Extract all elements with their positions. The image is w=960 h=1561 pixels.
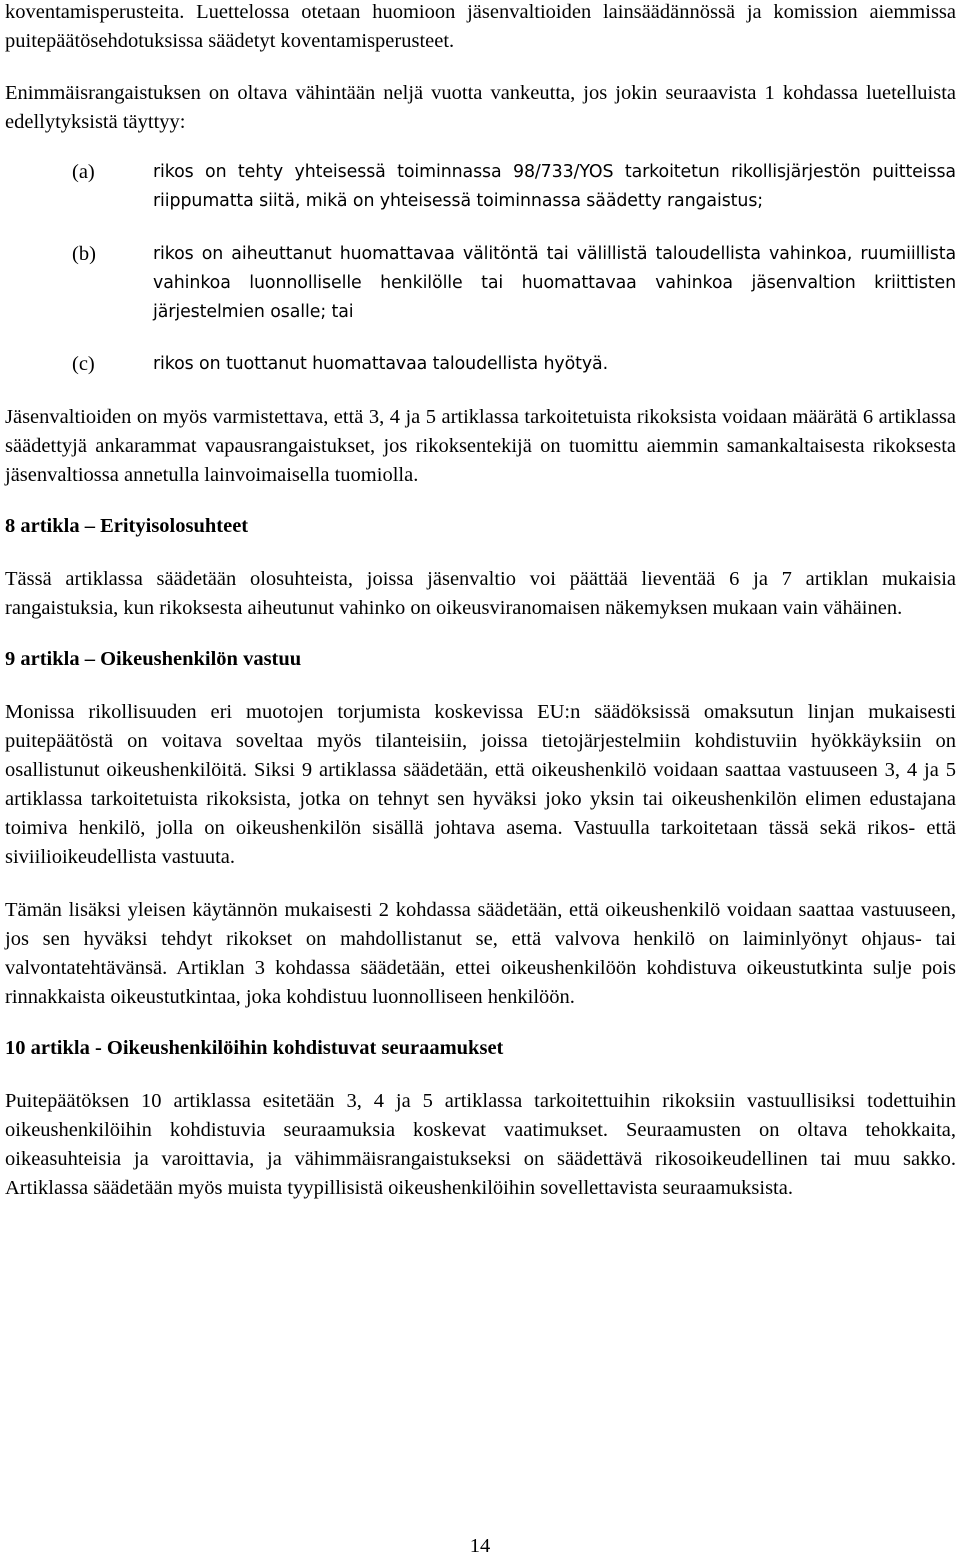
- list-item-text: rikos on aiheuttanut huomattavaa välitöntä tai välillistä taloudellista vahinkoa, ruumiillista vahinkoa luonnolliselle henkilölle tai huomattavaa vahinkoa jäsenvaltion kriittisten järjestelmien osalle; tai: [153, 244, 956, 322]
- list-marker: (c): [72, 353, 95, 375]
- article-9-paragraph-2: Tämän lisäksi yleisen käytännön mukaisesti 2 kohdassa säädetään, että oikeushenkilö voidaan saattaa vastuuseen, jos sen hyväksi tehdyt rikokset on mahdollistanut se, että valvova henkilö on laiminlyönyt ohjaus- tai valvontatehtävänsä. Artiklan 3 kohdassa säädetään, ettei oikeushenkilöön kohdistuva oikeustutkinta sulje pois rinnakkaista oikeustutkintaa, joka kohdistuu luonnolliseen henkilöön.: [5, 899, 956, 1008]
- list-item: [5, 240, 956, 327]
- list-item-text: rikos on tehty yhteisessä toiminnassa 98/733/YOS tarkoitetun rikollisjärjestön puitteissa riippumatta siitä, mikä on yhteisessä toiminnassa säädetty rangaistus;: [153, 162, 956, 211]
- article-10-heading: 10 artikla - Oikeushenkilöihin kohdistuvat seuraamukset: [5, 1037, 504, 1059]
- article-8-paragraph: Tässä artiklassa säädetään olosuhteista, joissa jäsenvaltio voi päättää lieventää 6 ja 7 artiklan mukaisia rangaistuksia, kun rikoksesta aiheutunut vahinko on oikeusviranomaisen näkemyksen mukaan vain vähäinen.: [5, 568, 956, 619]
- article-8-heading: 8 artikla – Erityisolosuhteet: [5, 515, 249, 537]
- page-number: 14: [469, 1535, 491, 1557]
- intro-carryover-paragraph: koventamisperusteita. Luettelossa otetaan huomioon jäsenvaltioiden lainsäädännössä ja komission aiemmissa puitepäätösehdotuksissa säädetyt koventamisperusteet.: [5, 1, 956, 52]
- article-10-paragraph: Puitepäätöksen 10 artiklassa esitetään 3, 4 ja 5 artiklassa tarkoitettuihin rikoksiin vastuullisiksi todettuihin oikeushenkilöihin kohdistuvia seuraamuksia koskevat vaatimukset. Seuraamusten on oltava tehokkaita, oikeasuhteisia ja varoittavia, ja vähimmäisrangaistukseksi on säädettävä rikosoikeudellinen tai muu sakko. Artiklassa säädetään myös muista tyypillisistä oikeushenkilöihin sovellettavista seuraamuksista.: [5, 1090, 956, 1199]
- list-marker: (b): [72, 243, 96, 265]
- condition-list: [5, 158, 956, 379]
- article-9-paragraph-1: Monissa rikollisuuden eri muotojen torjumista koskevissa EU:n säädöksissä omaksutun linjan mukaisesti puitepäätöstä on voitava soveltaa myös tilanteisiin, joissa tietojärjestelmiin kohdistuviin hyökkäyksiin on osallistunut oikeushenkilöitä. Siksi 9 artiklassa säädetään, että oikeushenkilö voidaan saattaa vastuuseen 3, 4 ja 5 artiklassa tarkoitetuista rikoksista, jotka on tehnyt sen hyväksi joko yksin tai oikeushenkilön elimen edustajana toimiva henkilö, jolla on oikeushenkilön sisällä johtava asema. Vastuulla tarkoitetaan tässä sekä rikos- että siviilioikeudellista vastuuta.: [5, 701, 956, 868]
- list-item-text: rikos on tuottanut huomattavaa taloudellista hyötyä.: [153, 354, 609, 374]
- list-item: [5, 350, 956, 379]
- aggravation-paragraph: Jäsenvaltioiden on myös varmistettava, että 3, 4 ja 5 artiklassa tarkoitetuista rikoksista voidaan määrätä 6 artiklassa säädettyjä ankarammat vapausrangaistukset, jos rikoksentekijä on tuomittu aiemmin samankaltaisesta rikoksesta jäsenvaltiossa annetulla lainvoimaisella tuomiolla.: [5, 406, 956, 486]
- list-marker: (a): [72, 161, 95, 183]
- document-page: [5, 0, 956, 1203]
- list-item: [5, 158, 956, 216]
- article-9-heading: 9 artikla – Oikeushenkilön vastuu: [5, 648, 302, 670]
- intro-lead-paragraph: Enimmäisrangaistuksen on oltava vähintään neljä vuotta vankeutta, jos jokin seuraavista 1 kohdassa luetelluista edellytyksistä täyttyy:: [5, 82, 956, 133]
